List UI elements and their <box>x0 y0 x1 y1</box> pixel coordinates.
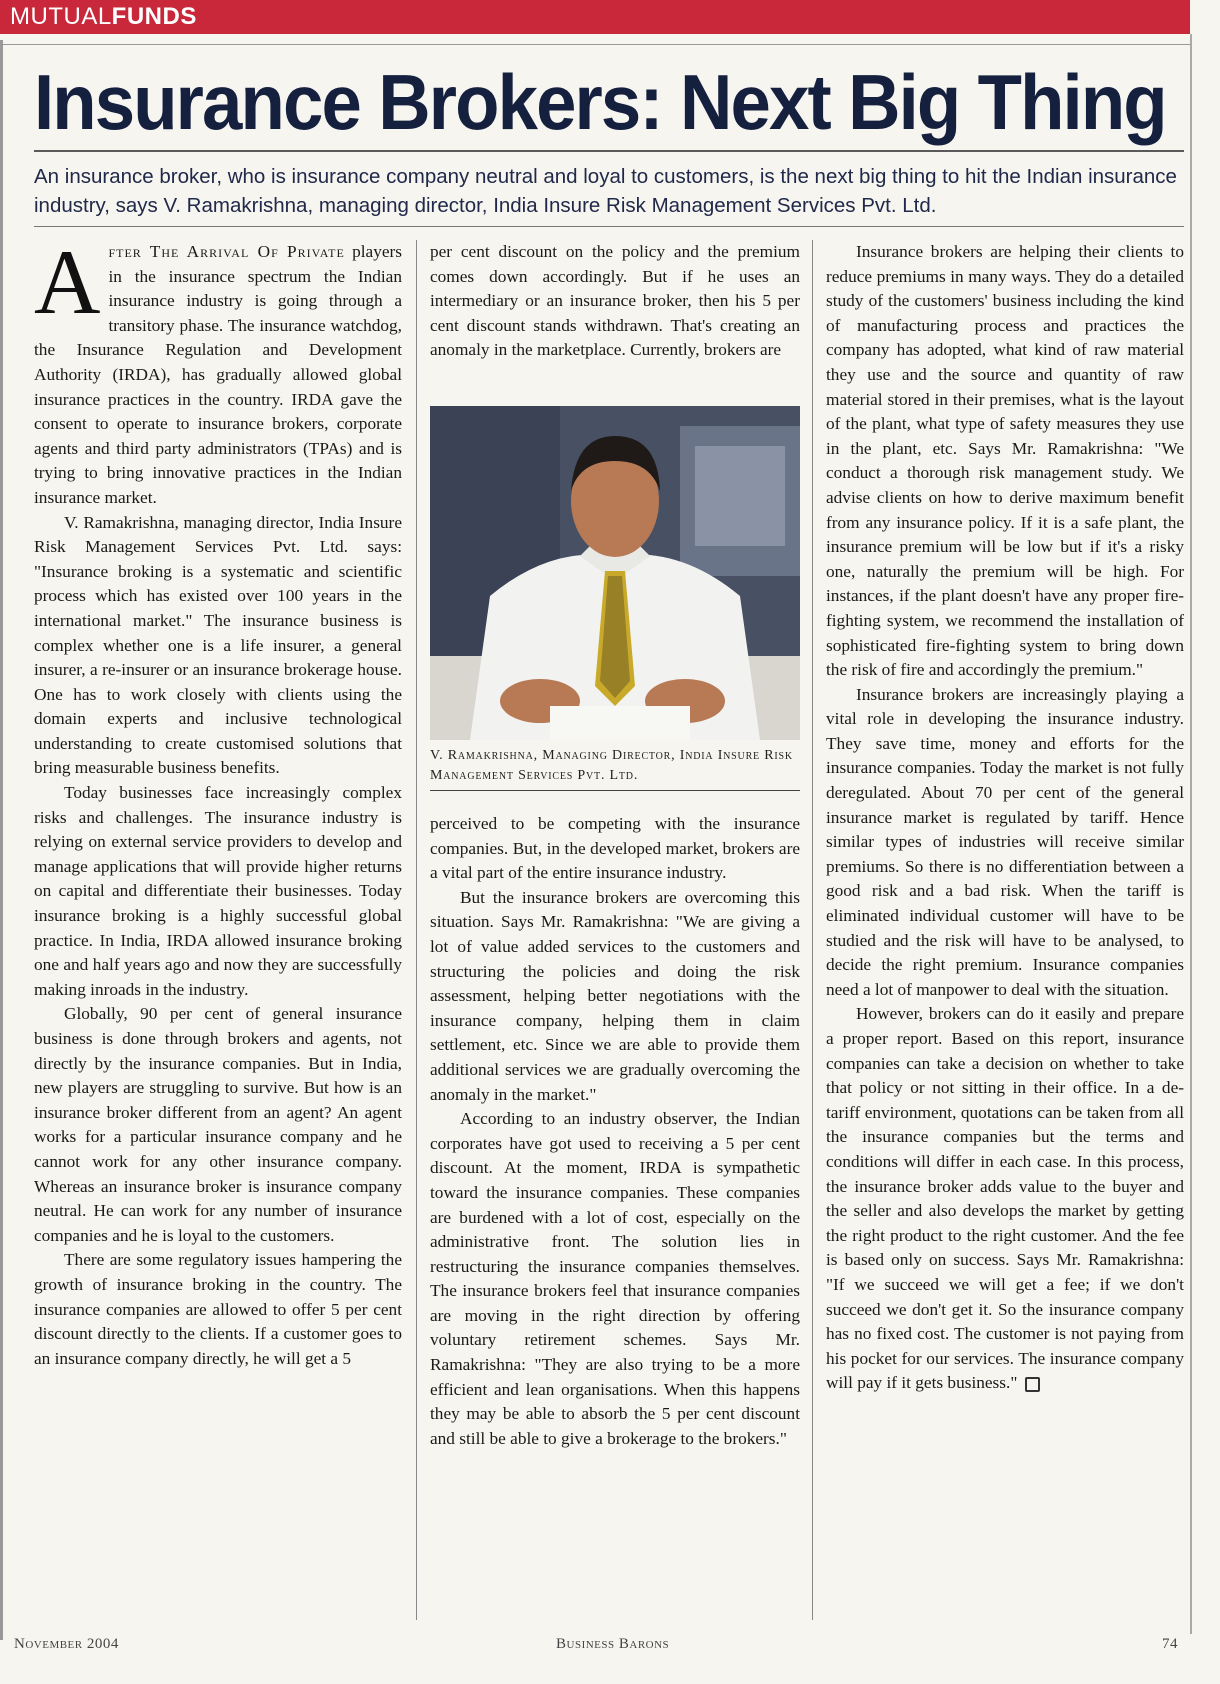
article-paragraph: perceived to be competing with the insurance companies. But, in the developed market, brokers are a vital part of the entire insurance industry. <box>430 814 800 883</box>
section-label-bold: FUNDS <box>111 3 197 30</box>
portrait-illustration <box>430 406 800 740</box>
footer-date: November 2004 <box>14 1636 119 1652</box>
article-paragraph: According to an industry observer, the Indian corporates have got used to receiving a 5 per cent discount. At the moment, IRDA is sympathetic toward the insurance companies. These companies are burdened with a lot of cost, especially on the administrative front. The solution lies in restructuring the insurance companies themselves. The insurance brokers feel that insurance companies are moving in the right direction by offering voluntary retirement schemes. Says Mr. Ramakrishna: "They are also trying to be a more efficient and lean organisations. When this happens they may be able to absorb the 5 per cent discount and still be able to give a brokerage to the brokers." <box>430 1109 800 1448</box>
article-paragraph: Insurance brokers are increasingly playing a vital role in developing the insurance industry. They save time, money and efforts for the insurance companies. Today the market is not fully deregulated. About 70 per cent of the general insurance market is regulated by tariff. Hence similar types of industries will receive similar premiums. So there is no differentiation between a good risk and a bad risk. When the tariff is eliminated individual customer will have to be studied and the risk will have to be analysed, to decide the right premium. Insurance companies need a lot of manpower to deal with the situation. <box>826 684 1184 999</box>
section-label-light: MUTUAL <box>10 3 112 30</box>
article-column-3 <box>826 240 1184 1396</box>
page-frame-right <box>1190 34 1192 1634</box>
article-column-1 <box>34 231 402 1371</box>
article-paragraph: Globally, 90 per cent of general insurance business is done through brokers and agents, not directly by the insurance companies. But in India, new players are struggling to survive. But how is an insurance broker different from an agent? An agent works for a particular insurance company and he cannot work for any other insurance company. Whereas an insurance broker is insurance company neutral. He can work for any number of insurance companies and he is loyal to the customers. <box>34 1004 402 1245</box>
headline-rule <box>34 150 1184 152</box>
column-rule-1 <box>416 240 417 1620</box>
section-band <box>0 0 1190 34</box>
deck: An insurance broker, who is insurance company neutral and loyal to customers, is the next big thing to hit the Indian insurance industry, says V. Ramakrishna, managing director, India Insure Risk Management Services Pvt. Ltd. <box>34 165 1177 217</box>
article-paragraph: However, brokers can do it easily and prepare a proper report. Based on this report, insurance companies can take a decision on whether to take that policy or not sitting in their office. In a de-tariff environment, quotations can be taken from all the insurance companies but the terms and conditions will differ in each case. In this process, the insurance broker adds value to the buyer and the seller and also develops the market by getting the right product to the right customer. And the fee is based only on success. Says Mr. Ramakrishna: "If we succeed we will get a fee; if we don't succeed we don't get it. So the insurance company has no fixed cost. The customer is not paying from his pocket for our services. The insurance company will pay if it gets business." <box>826 1004 1184 1393</box>
article-paragraph: After The Arrival Of Private players in the insurance spectrum the Indian insurance industry is going through a transitory phase. The insurance watchdog, the Insurance Regulation and Development Authority (IRDA), has gradually allowed global insurance practices in the country. IRDA gave the consent to operate to insurance brokers, corporate agents and third party administrators (TPAs) and is trying to bring innovative practices in the Indian insurance market. <box>34 231 402 507</box>
article-paragraph: Today businesses face increasingly complex risks and challenges. The insurance industry is relying on external service providers to develop and manage applications that will provide higher returns on capital and differentiate their businesses. Today insurance broking is a highly successful global practice. In India, IRDA allowed insurance broking one and half years ago and now they are successfully making inroads in the industry. <box>34 783 402 999</box>
article-paragraph: There are some regulatory issues hampering the growth of insurance broking in the country. The insurance companies are allowed to offer 5 per cent discount directly to the clients. If a customer goes to an insurance company directly, he will get a 5 <box>34 1250 402 1368</box>
article-column-2-top <box>430 240 800 363</box>
article-paragraph: But the insurance brokers are overcoming this situation. Says Mr. Ramakrishna: "We are giving a lot of value added services to the customers and structuring the policies and doing the risk assessment, helping better negotiations with the insurance company, helping them in claim settlement, etc. Since we are able to provide them additional services we are gradually overcoming the anomaly in the market." <box>430 887 800 1104</box>
photo-caption: V. Ramakrishna, Managing Director, India Insure Risk Management Services Pvt. Ltd. <box>430 748 793 783</box>
deck-rule <box>34 226 1184 227</box>
article-column-2-bottom <box>430 812 800 1451</box>
headline: Insurance Brokers: Next Big Thing <box>34 58 1166 146</box>
page-frame-top <box>0 44 1190 45</box>
portrait-photo <box>430 406 800 740</box>
caption-rule <box>430 790 800 791</box>
section-label <box>10 2 197 32</box>
page-number: 74 <box>1162 1636 1178 1652</box>
article-paragraph: per cent discount on the policy and the premium comes down accordingly. But if he uses an intermediary or an insurance broker, then his 5 per cent discount stands withdrawn. That's creating an anomaly in the marketplace. Currently, brokers are <box>430 242 800 360</box>
page-frame-left <box>0 40 3 1640</box>
end-of-article-icon <box>1025 1377 1040 1392</box>
column-rule-2 <box>812 240 813 1620</box>
lead-in: fter The Arrival Of Private <box>108 242 345 261</box>
drop-cap: A <box>34 231 101 333</box>
article-paragraph: V. Ramakrishna, managing director, India Insure Risk Management Services Pvt. Ltd. says: "Insurance broking is a systematic and scientific process which has existed over 100 years in the international market." The insurance business is complex whether one is a life insurer, a general insurer, a re-insurer or an insurance brokerage house. One has to work closely with clients using the domain experts and inclusive technological understanding to create customised solutions that bring measurable business benefits. <box>34 512 402 778</box>
footer-publication: Business Barons <box>556 1636 670 1652</box>
article-paragraph: Insurance brokers are helping their clients to reduce premiums in many ways. They do a detailed study of the customers' business including the kind of manufacturing process and practices the company has adopted, what kind of raw material they use and the source and quantity of raw material stored in their premises, what is the layout of the plant, what type of safety measures they use in the plant, etc. Says Mr. Ramakrishna: "We conduct a thorough risk management study. We advise clients on how to derive maximum benefit from any insurance policy. If it is a safe plant, the insurance premium will be low but if it's a risky one, naturally the premium will be high. For instances, if the plant doesn't have any proper fire-fighting system, we recommend the installation of sophisticated fire-fighting system to bring down the risk of fire and accordingly the premium." <box>826 242 1184 680</box>
